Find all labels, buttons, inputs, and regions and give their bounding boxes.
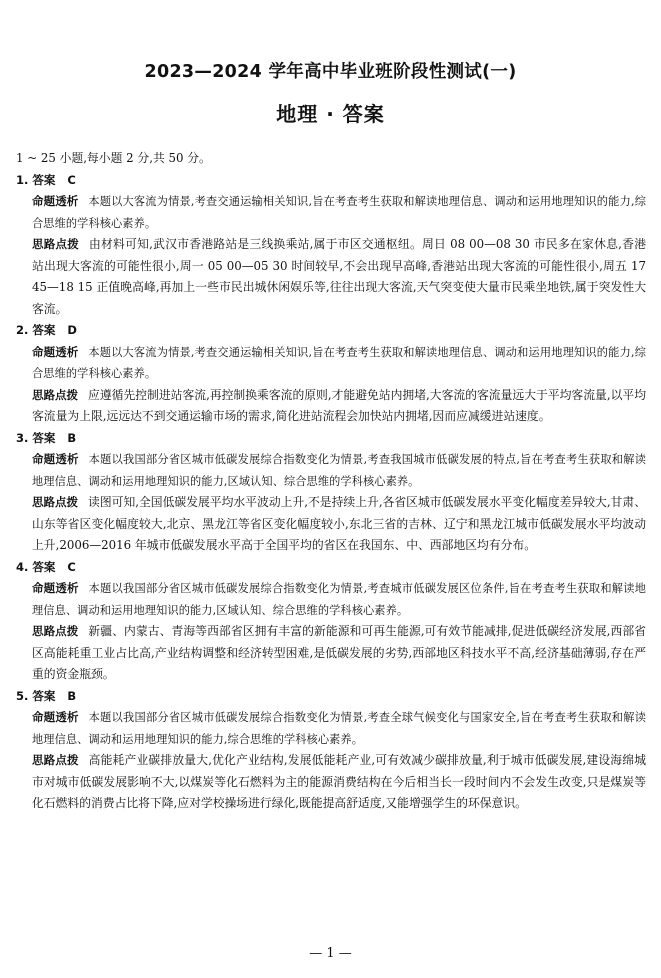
question-item bbox=[16, 686, 646, 815]
hint-label: 思路点拨 bbox=[32, 624, 79, 638]
question-item bbox=[16, 170, 646, 321]
hint-text: 读图可知,全国低碳发展平均水平波动上升,不是持续上升,各省区城市低碳发展水平变化幅度差异较大,甘肃、山东等省区变化幅度较大,北京、黑龙江等省区变化幅度较小,东北三省的吉林、辽宁和黑龙江城市低碳发展水平均波动上升,2006—2016 年城市低碳发展水平高于全国平均的省区在我国东、中、西部地区均有分布。 bbox=[32, 495, 646, 552]
question-answer-line bbox=[16, 320, 646, 342]
analysis-paragraph bbox=[16, 191, 646, 234]
analysis-text: 本题以大客流为情景,考查交通运输相关知识,旨在考查考生获取和解读地理信息、调动和运用地理知识的能力,综合思维的学科核心素养。 bbox=[32, 345, 646, 380]
hint-text: 新疆、内蒙古、青海等西部省区拥有丰富的新能源和可再生能源,可有效节能减排,促进低碳经济发展,西部省区高能耗重工业占比高,产业结构调整和经济转型困难,是低碳发展的劣势,西部地区科技水平不高,经济基础薄弱,存在严重的资金瓶颈。 bbox=[32, 624, 647, 681]
scoring-intro: 1 ~ 25 小题,每小题 2 分,共 50 分。 bbox=[16, 151, 211, 165]
analysis-text: 本题以我国部分省区城市低碳发展综合指数变化为情景,考查城市低碳发展区位条件,旨在考查考生获取和解读地理信息、调动和运用地理知识的能力,区域认知、综合思维的学科核心素养。 bbox=[32, 582, 646, 617]
answer-content bbox=[16, 148, 646, 815]
hint-text: 高能耗产业碳排放量大,优化产业结构,发展低能耗产业,可有效减少碳排放量,利于城市低碳发展,建设海绵城市对城市低碳发展影响不大,以煤炭等化石燃料为主的能源消费结构在今后相当长一段时间内不会发生改变,只是煤炭等化石燃料的消费占比将下降,应对学校操场进行绿化,既能提高舒适度,又能增强学生的环保意识。 bbox=[32, 753, 646, 810]
answer-label: 答案 bbox=[32, 323, 56, 337]
analysis-label: 命题透析 bbox=[32, 194, 79, 208]
question-answer-line bbox=[16, 557, 646, 579]
analysis-paragraph bbox=[16, 449, 646, 492]
analysis-paragraph bbox=[16, 342, 646, 385]
hint-paragraph bbox=[16, 621, 646, 686]
question-number: 1. bbox=[16, 172, 29, 187]
answer-letter: D bbox=[67, 323, 77, 337]
analysis-paragraph bbox=[16, 707, 646, 750]
hint-label: 思路点拨 bbox=[32, 237, 79, 251]
analysis-text: 本题以大客流为情景,考查交通运输相关知识,旨在考查考生获取和解读地理信息、调动和运用地理知识的能力,综合思维的学科核心素养。 bbox=[32, 195, 646, 230]
analysis-paragraph bbox=[16, 578, 646, 621]
analysis-label: 命题透析 bbox=[32, 344, 79, 359]
answer-label: 答案 bbox=[32, 172, 56, 187]
hint-paragraph bbox=[16, 492, 646, 557]
hint-paragraph bbox=[16, 750, 646, 815]
question-number: 5. bbox=[16, 688, 29, 703]
hint-label: 思路点拨 bbox=[32, 495, 79, 509]
analysis-label: 命题透析 bbox=[32, 710, 79, 724]
question-item bbox=[16, 557, 646, 686]
answer-letter: B bbox=[67, 688, 77, 703]
hint-paragraph bbox=[16, 234, 646, 320]
question-item bbox=[16, 428, 646, 557]
exam-title: 2023—2024 学年高中毕业班阶段性测试(一) bbox=[144, 62, 517, 82]
question-number: 4. bbox=[16, 559, 29, 574]
hint-text: 由材料可知,武汉市香港路站是三线换乘站,属于市区交通枢纽。周日 08 00—08 30 市民多在家休息,香港站出现大客流的可能性很小,周一 05 00—05 30 时间较早,不会出现早高峰,香港站出现大客流的可能性很小,周五 17 45—18 15 正值晚高峰,再加上一些市民出城休闲娱乐等,往往出现大客流,天气突变使大量市民乘坐地铁,属于突发性大客流。 bbox=[32, 237, 646, 316]
hint-label: 思路点拨 bbox=[32, 387, 79, 402]
answer-letter: C bbox=[67, 172, 76, 187]
answer-label: 答案 bbox=[32, 559, 56, 574]
question-number: 3. bbox=[16, 430, 29, 445]
analysis-text: 本题以我国部分省区城市低碳发展综合指数变化为情景,考查全球气候变化与国家安全,旨在考查考生获取和解读地理信息、调动和运用地理知识的能力,综合思维的学科核心素养。 bbox=[32, 711, 646, 746]
question-number: 2. bbox=[16, 323, 29, 337]
question-answer-line bbox=[16, 170, 646, 192]
hint-text: 应遵循先控制进站客流,再控制换乘客流的原则,才能避免站内拥堵,大客流的客流量远大于平均客流量,以平均客流量为上限,远远达不到交通运输市场的需求,简化进站流程会加快站内拥堵,因而应减缓进站速度。 bbox=[32, 387, 646, 423]
hint-label: 思路点拨 bbox=[32, 753, 79, 767]
question-answer-line bbox=[16, 686, 646, 708]
answer-label: 答案 bbox=[32, 688, 56, 703]
answer-letter: B bbox=[67, 430, 77, 445]
question-item bbox=[16, 320, 646, 428]
analysis-label: 命题透析 bbox=[32, 581, 79, 595]
answer-label: 答案 bbox=[32, 430, 56, 445]
analysis-text: 本题以我国部分省区城市低碳发展综合指数变化为情景,考查我国城市低碳发展的特点,旨在考查考生获取和解读地理信息、调动和运用地理知识的能力,区域认知、综合思维的学科核心素养。 bbox=[32, 453, 646, 488]
analysis-label: 命题透析 bbox=[32, 452, 79, 466]
page-number: — 1 — bbox=[309, 946, 352, 961]
question-list bbox=[16, 170, 646, 815]
subject-subtitle: 地理 · 答案 bbox=[276, 102, 385, 126]
hint-paragraph bbox=[16, 385, 646, 428]
answer-letter: C bbox=[67, 559, 76, 574]
question-answer-line bbox=[16, 428, 646, 450]
